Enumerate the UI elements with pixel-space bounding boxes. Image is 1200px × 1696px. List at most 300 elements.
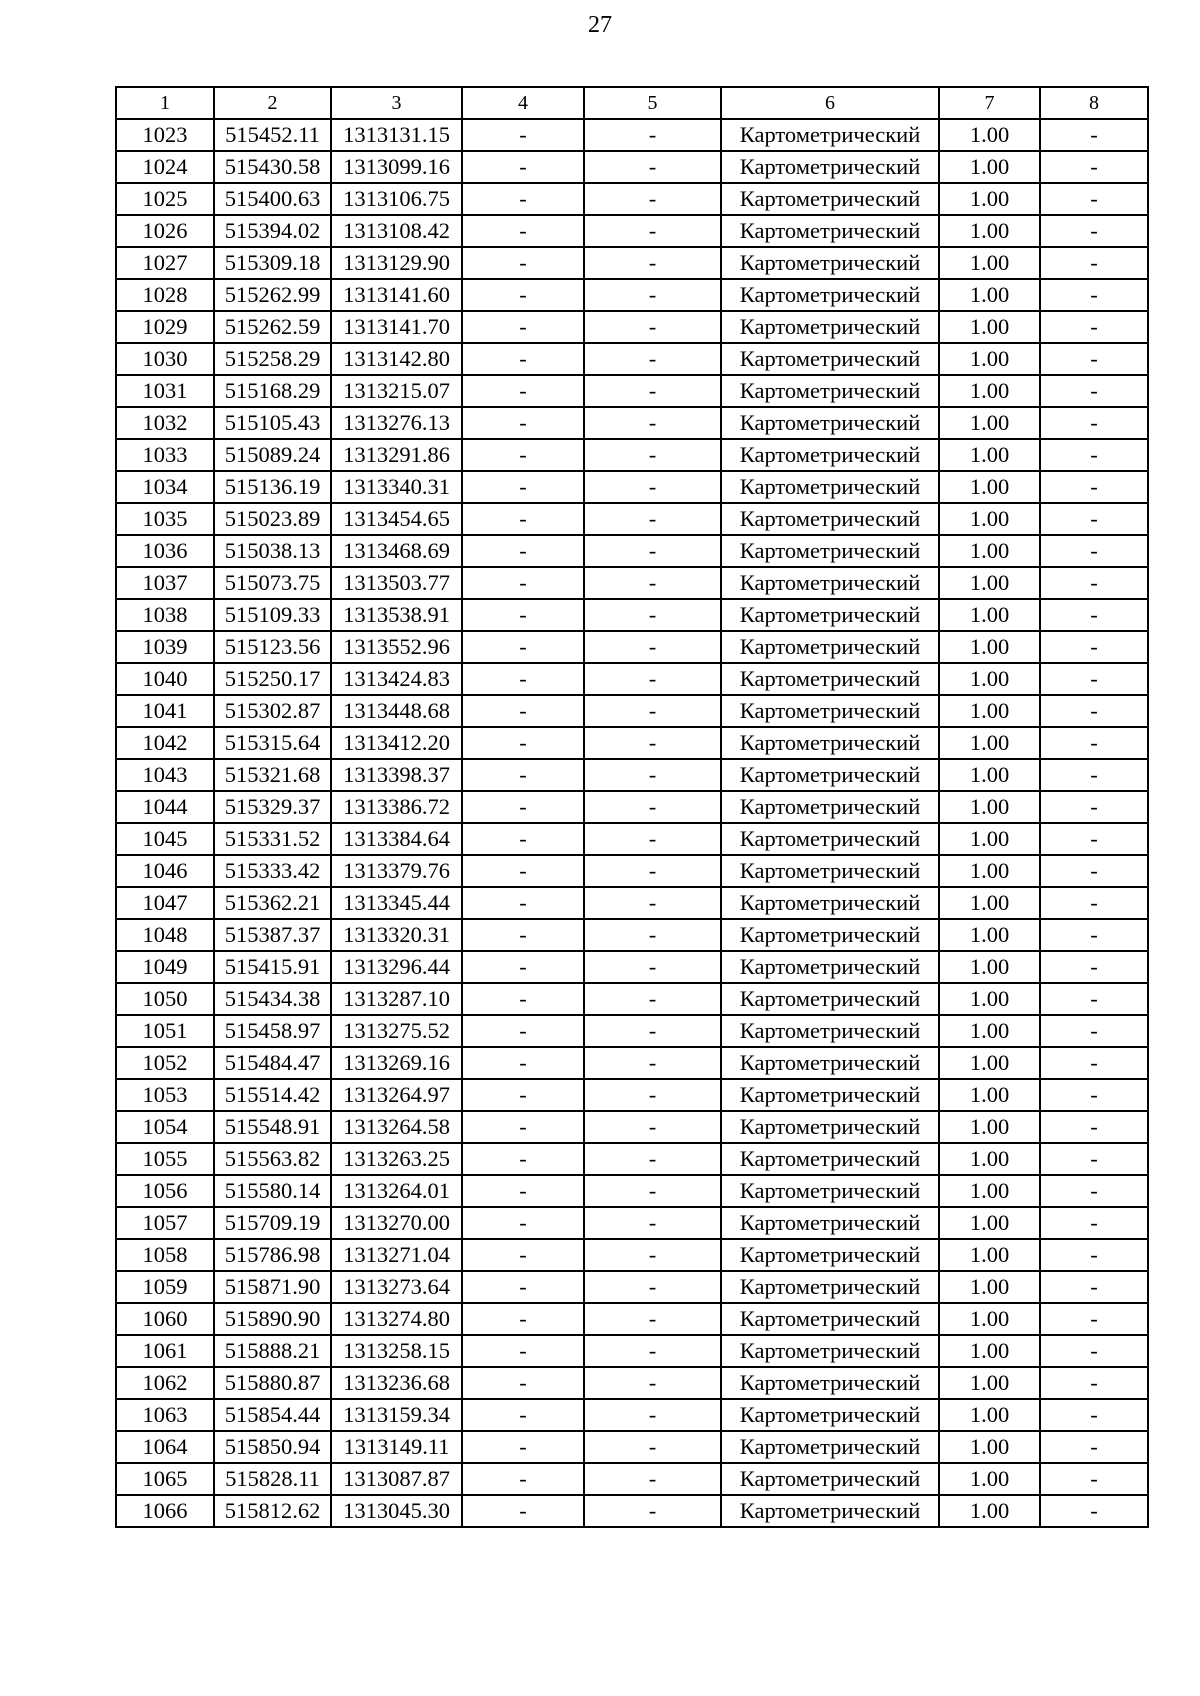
accuracy-value: 1.00 xyxy=(939,503,1040,535)
table-row xyxy=(116,407,1148,439)
coordinates-table xyxy=(115,86,1149,1528)
column-8-value: - xyxy=(1040,375,1148,407)
column-8-value: - xyxy=(1040,439,1148,471)
column-8-value: - xyxy=(1040,1495,1148,1527)
x-coordinate: 515871.90 xyxy=(214,1271,331,1303)
method-value: Картометрический xyxy=(721,791,939,823)
method-value: Картометрический xyxy=(721,919,939,951)
accuracy-value: 1.00 xyxy=(939,535,1040,567)
column-header: 4 xyxy=(462,87,584,119)
column-4-value: - xyxy=(462,279,584,311)
column-8-value: - xyxy=(1040,695,1148,727)
column-8-value: - xyxy=(1040,823,1148,855)
table-row xyxy=(116,1111,1148,1143)
accuracy-value: 1.00 xyxy=(939,567,1040,599)
column-8-value: - xyxy=(1040,535,1148,567)
column-4-value: - xyxy=(462,887,584,919)
y-coordinate: 1313287.10 xyxy=(331,983,462,1015)
table-row xyxy=(116,567,1148,599)
column-5-value: - xyxy=(584,1335,721,1367)
column-8-value: - xyxy=(1040,119,1148,151)
x-coordinate: 515136.19 xyxy=(214,471,331,503)
y-coordinate: 1313291.86 xyxy=(331,439,462,471)
table-row xyxy=(116,1207,1148,1239)
column-5-value: - xyxy=(584,183,721,215)
table-row xyxy=(116,1303,1148,1335)
table-row xyxy=(116,759,1148,791)
accuracy-value: 1.00 xyxy=(939,1015,1040,1047)
y-coordinate: 1313386.72 xyxy=(331,791,462,823)
column-5-value: - xyxy=(584,1175,721,1207)
accuracy-value: 1.00 xyxy=(939,727,1040,759)
x-coordinate: 515709.19 xyxy=(214,1207,331,1239)
table-row xyxy=(116,1495,1148,1527)
column-4-value: - xyxy=(462,151,584,183)
column-5-value: - xyxy=(584,375,721,407)
y-coordinate: 1313106.75 xyxy=(331,183,462,215)
accuracy-value: 1.00 xyxy=(939,1335,1040,1367)
column-5-value: - xyxy=(584,407,721,439)
column-8-value: - xyxy=(1040,1463,1148,1495)
point-number: 1048 xyxy=(116,919,214,951)
column-4-value: - xyxy=(462,855,584,887)
y-coordinate: 1313384.64 xyxy=(331,823,462,855)
accuracy-value: 1.00 xyxy=(939,375,1040,407)
column-8-value: - xyxy=(1040,599,1148,631)
point-number: 1032 xyxy=(116,407,214,439)
accuracy-value: 1.00 xyxy=(939,1079,1040,1111)
point-number: 1066 xyxy=(116,1495,214,1527)
column-5-value: - xyxy=(584,1079,721,1111)
x-coordinate: 515563.82 xyxy=(214,1143,331,1175)
column-5-value: - xyxy=(584,119,721,151)
point-number: 1031 xyxy=(116,375,214,407)
y-coordinate: 1313340.31 xyxy=(331,471,462,503)
x-coordinate: 515089.24 xyxy=(214,439,331,471)
table-row xyxy=(116,1015,1148,1047)
method-value: Картометрический xyxy=(721,151,939,183)
column-8-value: - xyxy=(1040,791,1148,823)
x-coordinate: 515038.13 xyxy=(214,535,331,567)
point-number: 1053 xyxy=(116,1079,214,1111)
column-4-value: - xyxy=(462,1239,584,1271)
column-4-value: - xyxy=(462,951,584,983)
y-coordinate: 1313274.80 xyxy=(331,1303,462,1335)
point-number: 1064 xyxy=(116,1431,214,1463)
column-5-value: - xyxy=(584,695,721,727)
table-row xyxy=(116,951,1148,983)
method-value: Картометрический xyxy=(721,1175,939,1207)
column-8-value: - xyxy=(1040,951,1148,983)
y-coordinate: 1313271.04 xyxy=(331,1239,462,1271)
column-5-value: - xyxy=(584,951,721,983)
y-coordinate: 1313503.77 xyxy=(331,567,462,599)
table-row xyxy=(116,311,1148,343)
method-value: Картометрический xyxy=(721,823,939,855)
accuracy-value: 1.00 xyxy=(939,951,1040,983)
column-4-value: - xyxy=(462,1143,584,1175)
accuracy-value: 1.00 xyxy=(939,791,1040,823)
x-coordinate: 515309.18 xyxy=(214,247,331,279)
table-body xyxy=(116,119,1148,1527)
column-5-value: - xyxy=(584,599,721,631)
y-coordinate: 1313538.91 xyxy=(331,599,462,631)
method-value: Картометрический xyxy=(721,407,939,439)
y-coordinate: 1313264.97 xyxy=(331,1079,462,1111)
point-number: 1034 xyxy=(116,471,214,503)
column-5-value: - xyxy=(584,855,721,887)
method-value: Картометрический xyxy=(721,1079,939,1111)
method-value: Картометрический xyxy=(721,375,939,407)
method-value: Картометрический xyxy=(721,503,939,535)
column-8-value: - xyxy=(1040,631,1148,663)
column-8-value: - xyxy=(1040,1431,1148,1463)
x-coordinate: 515394.02 xyxy=(214,215,331,247)
y-coordinate: 1313320.31 xyxy=(331,919,462,951)
column-4-value: - xyxy=(462,535,584,567)
column-8-value: - xyxy=(1040,567,1148,599)
accuracy-value: 1.00 xyxy=(939,919,1040,951)
x-coordinate: 515434.38 xyxy=(214,983,331,1015)
y-coordinate: 1313448.68 xyxy=(331,695,462,727)
x-coordinate: 515315.64 xyxy=(214,727,331,759)
column-8-value: - xyxy=(1040,1143,1148,1175)
column-4-value: - xyxy=(462,119,584,151)
method-value: Картометрический xyxy=(721,247,939,279)
y-coordinate: 1313108.42 xyxy=(331,215,462,247)
table-row xyxy=(116,663,1148,695)
column-4-value: - xyxy=(462,375,584,407)
point-number: 1055 xyxy=(116,1143,214,1175)
column-4-value: - xyxy=(462,1463,584,1495)
accuracy-value: 1.00 xyxy=(939,407,1040,439)
column-8-value: - xyxy=(1040,407,1148,439)
x-coordinate: 515258.29 xyxy=(214,343,331,375)
method-value: Картометрический xyxy=(721,759,939,791)
table-row xyxy=(116,183,1148,215)
y-coordinate: 1313159.34 xyxy=(331,1399,462,1431)
x-coordinate: 515514.42 xyxy=(214,1079,331,1111)
y-coordinate: 1313552.96 xyxy=(331,631,462,663)
x-coordinate: 515105.43 xyxy=(214,407,331,439)
accuracy-value: 1.00 xyxy=(939,1367,1040,1399)
column-8-value: - xyxy=(1040,759,1148,791)
point-number: 1065 xyxy=(116,1463,214,1495)
column-5-value: - xyxy=(584,1495,721,1527)
table-row xyxy=(116,1047,1148,1079)
accuracy-value: 1.00 xyxy=(939,439,1040,471)
x-coordinate: 515333.42 xyxy=(214,855,331,887)
column-8-value: - xyxy=(1040,1335,1148,1367)
point-number: 1035 xyxy=(116,503,214,535)
table-row xyxy=(116,151,1148,183)
method-value: Картометрический xyxy=(721,119,939,151)
accuracy-value: 1.00 xyxy=(939,151,1040,183)
method-value: Картометрический xyxy=(721,663,939,695)
point-number: 1047 xyxy=(116,887,214,919)
x-coordinate: 515073.75 xyxy=(214,567,331,599)
accuracy-value: 1.00 xyxy=(939,1111,1040,1143)
column-header: 7 xyxy=(939,87,1040,119)
method-value: Картометрический xyxy=(721,631,939,663)
table-row xyxy=(116,1239,1148,1271)
table-row xyxy=(116,1175,1148,1207)
column-5-value: - xyxy=(584,1303,721,1335)
method-value: Картометрический xyxy=(721,855,939,887)
table-row xyxy=(116,247,1148,279)
column-4-value: - xyxy=(462,759,584,791)
method-value: Картометрический xyxy=(721,951,939,983)
accuracy-value: 1.00 xyxy=(939,1495,1040,1527)
column-5-value: - xyxy=(584,887,721,919)
column-8-value: - xyxy=(1040,1271,1148,1303)
y-coordinate: 1313215.07 xyxy=(331,375,462,407)
point-number: 1046 xyxy=(116,855,214,887)
table-row xyxy=(116,1143,1148,1175)
column-8-value: - xyxy=(1040,887,1148,919)
column-header: 2 xyxy=(214,87,331,119)
y-coordinate: 1313264.01 xyxy=(331,1175,462,1207)
column-header: 8 xyxy=(1040,87,1148,119)
point-number: 1041 xyxy=(116,695,214,727)
table-row xyxy=(116,375,1148,407)
y-coordinate: 1313149.11 xyxy=(331,1431,462,1463)
accuracy-value: 1.00 xyxy=(939,599,1040,631)
column-8-value: - xyxy=(1040,983,1148,1015)
x-coordinate: 515854.44 xyxy=(214,1399,331,1431)
column-8-value: - xyxy=(1040,855,1148,887)
table-row xyxy=(116,855,1148,887)
column-4-value: - xyxy=(462,311,584,343)
column-8-value: - xyxy=(1040,1015,1148,1047)
column-8-value: - xyxy=(1040,183,1148,215)
column-4-value: - xyxy=(462,1207,584,1239)
point-number: 1036 xyxy=(116,535,214,567)
method-value: Картометрический xyxy=(721,567,939,599)
column-8-value: - xyxy=(1040,1399,1148,1431)
x-coordinate: 515262.99 xyxy=(214,279,331,311)
column-4-value: - xyxy=(462,599,584,631)
column-5-value: - xyxy=(584,1271,721,1303)
x-coordinate: 515880.87 xyxy=(214,1367,331,1399)
method-value: Картометрический xyxy=(721,1463,939,1495)
y-coordinate: 1313454.65 xyxy=(331,503,462,535)
column-5-value: - xyxy=(584,535,721,567)
column-8-value: - xyxy=(1040,1079,1148,1111)
x-coordinate: 515458.97 xyxy=(214,1015,331,1047)
x-coordinate: 515329.37 xyxy=(214,791,331,823)
column-5-value: - xyxy=(584,503,721,535)
accuracy-value: 1.00 xyxy=(939,1175,1040,1207)
table-row xyxy=(116,1335,1148,1367)
column-5-value: - xyxy=(584,1143,721,1175)
point-number: 1049 xyxy=(116,951,214,983)
point-number: 1059 xyxy=(116,1271,214,1303)
column-4-value: - xyxy=(462,1431,584,1463)
column-4-value: - xyxy=(462,1015,584,1047)
table-row xyxy=(116,695,1148,727)
accuracy-value: 1.00 xyxy=(939,759,1040,791)
column-8-value: - xyxy=(1040,1207,1148,1239)
y-coordinate: 1313275.52 xyxy=(331,1015,462,1047)
x-coordinate: 515888.21 xyxy=(214,1335,331,1367)
x-coordinate: 515452.11 xyxy=(214,119,331,151)
accuracy-value: 1.00 xyxy=(939,1207,1040,1239)
method-value: Картометрический xyxy=(721,887,939,919)
column-5-value: - xyxy=(584,151,721,183)
column-4-value: - xyxy=(462,727,584,759)
method-value: Картометрический xyxy=(721,695,939,727)
point-number: 1050 xyxy=(116,983,214,1015)
method-value: Картометрический xyxy=(721,727,939,759)
y-coordinate: 1313273.64 xyxy=(331,1271,462,1303)
table-row xyxy=(116,983,1148,1015)
method-value: Картометрический xyxy=(721,983,939,1015)
column-5-value: - xyxy=(584,1239,721,1271)
column-5-value: - xyxy=(584,247,721,279)
column-8-value: - xyxy=(1040,471,1148,503)
column-header: 3 xyxy=(331,87,462,119)
method-value: Картометрический xyxy=(721,1367,939,1399)
y-coordinate: 1313424.83 xyxy=(331,663,462,695)
point-number: 1025 xyxy=(116,183,214,215)
x-coordinate: 515828.11 xyxy=(214,1463,331,1495)
column-5-value: - xyxy=(584,439,721,471)
method-value: Картометрический xyxy=(721,1047,939,1079)
column-8-value: - xyxy=(1040,663,1148,695)
method-value: Картометрический xyxy=(721,1111,939,1143)
column-5-value: - xyxy=(584,215,721,247)
column-4-value: - xyxy=(462,1271,584,1303)
column-4-value: - xyxy=(462,1335,584,1367)
column-5-value: - xyxy=(584,791,721,823)
accuracy-value: 1.00 xyxy=(939,1271,1040,1303)
table-row xyxy=(116,1079,1148,1111)
method-value: Картометрический xyxy=(721,535,939,567)
column-5-value: - xyxy=(584,279,721,311)
column-8-value: - xyxy=(1040,919,1148,951)
y-coordinate: 1313379.76 xyxy=(331,855,462,887)
accuracy-value: 1.00 xyxy=(939,695,1040,727)
x-coordinate: 515250.17 xyxy=(214,663,331,695)
accuracy-value: 1.00 xyxy=(939,983,1040,1015)
x-coordinate: 515548.91 xyxy=(214,1111,331,1143)
table-row xyxy=(116,439,1148,471)
column-5-value: - xyxy=(584,1367,721,1399)
table-row xyxy=(116,1463,1148,1495)
column-8-value: - xyxy=(1040,1111,1148,1143)
accuracy-value: 1.00 xyxy=(939,119,1040,151)
table-row xyxy=(116,503,1148,535)
column-5-value: - xyxy=(584,1111,721,1143)
column-4-value: - xyxy=(462,695,584,727)
point-number: 1023 xyxy=(116,119,214,151)
accuracy-value: 1.00 xyxy=(939,311,1040,343)
method-value: Картометрический xyxy=(721,279,939,311)
method-value: Картометрический xyxy=(721,1303,939,1335)
x-coordinate: 515850.94 xyxy=(214,1431,331,1463)
accuracy-value: 1.00 xyxy=(939,1143,1040,1175)
method-value: Картометрический xyxy=(721,1335,939,1367)
point-number: 1045 xyxy=(116,823,214,855)
point-number: 1028 xyxy=(116,279,214,311)
y-coordinate: 1313099.16 xyxy=(331,151,462,183)
column-4-value: - xyxy=(462,1047,584,1079)
point-number: 1063 xyxy=(116,1399,214,1431)
x-coordinate: 515812.62 xyxy=(214,1495,331,1527)
x-coordinate: 515415.91 xyxy=(214,951,331,983)
column-4-value: - xyxy=(462,407,584,439)
point-number: 1042 xyxy=(116,727,214,759)
accuracy-value: 1.00 xyxy=(939,1047,1040,1079)
column-4-value: - xyxy=(462,1175,584,1207)
column-8-value: - xyxy=(1040,1175,1148,1207)
table-row xyxy=(116,279,1148,311)
y-coordinate: 1313263.25 xyxy=(331,1143,462,1175)
column-5-value: - xyxy=(584,343,721,375)
column-5-value: - xyxy=(584,663,721,695)
column-4-value: - xyxy=(462,791,584,823)
accuracy-value: 1.00 xyxy=(939,887,1040,919)
point-number: 1057 xyxy=(116,1207,214,1239)
y-coordinate: 1313258.15 xyxy=(331,1335,462,1367)
column-4-value: - xyxy=(462,567,584,599)
table-row xyxy=(116,119,1148,151)
table-row xyxy=(116,727,1148,759)
method-value: Картометрический xyxy=(721,1271,939,1303)
table-row xyxy=(116,343,1148,375)
table-row xyxy=(116,887,1148,919)
accuracy-value: 1.00 xyxy=(939,631,1040,663)
y-coordinate: 1313141.70 xyxy=(331,311,462,343)
y-coordinate: 1313345.44 xyxy=(331,887,462,919)
column-4-value: - xyxy=(462,663,584,695)
y-coordinate: 1313142.80 xyxy=(331,343,462,375)
x-coordinate: 515321.68 xyxy=(214,759,331,791)
x-coordinate: 515109.33 xyxy=(214,599,331,631)
y-coordinate: 1313412.20 xyxy=(331,727,462,759)
accuracy-value: 1.00 xyxy=(939,215,1040,247)
method-value: Картометрический xyxy=(721,599,939,631)
table-row xyxy=(116,823,1148,855)
x-coordinate: 515023.89 xyxy=(214,503,331,535)
point-number: 1037 xyxy=(116,567,214,599)
column-8-value: - xyxy=(1040,1239,1148,1271)
column-4-value: - xyxy=(462,1111,584,1143)
point-number: 1056 xyxy=(116,1175,214,1207)
y-coordinate: 1313129.90 xyxy=(331,247,462,279)
column-5-value: - xyxy=(584,919,721,951)
method-value: Картометрический xyxy=(721,471,939,503)
accuracy-value: 1.00 xyxy=(939,663,1040,695)
column-5-value: - xyxy=(584,1015,721,1047)
point-number: 1054 xyxy=(116,1111,214,1143)
column-4-value: - xyxy=(462,247,584,279)
method-value: Картометрический xyxy=(721,1143,939,1175)
column-5-value: - xyxy=(584,759,721,791)
column-8-value: - xyxy=(1040,727,1148,759)
method-value: Картометрический xyxy=(721,183,939,215)
y-coordinate: 1313141.60 xyxy=(331,279,462,311)
accuracy-value: 1.00 xyxy=(939,279,1040,311)
method-value: Картометрический xyxy=(721,343,939,375)
x-coordinate: 515168.29 xyxy=(214,375,331,407)
table-row xyxy=(116,631,1148,663)
column-8-value: - xyxy=(1040,279,1148,311)
column-4-value: - xyxy=(462,631,584,663)
column-4-value: - xyxy=(462,1399,584,1431)
x-coordinate: 515580.14 xyxy=(214,1175,331,1207)
